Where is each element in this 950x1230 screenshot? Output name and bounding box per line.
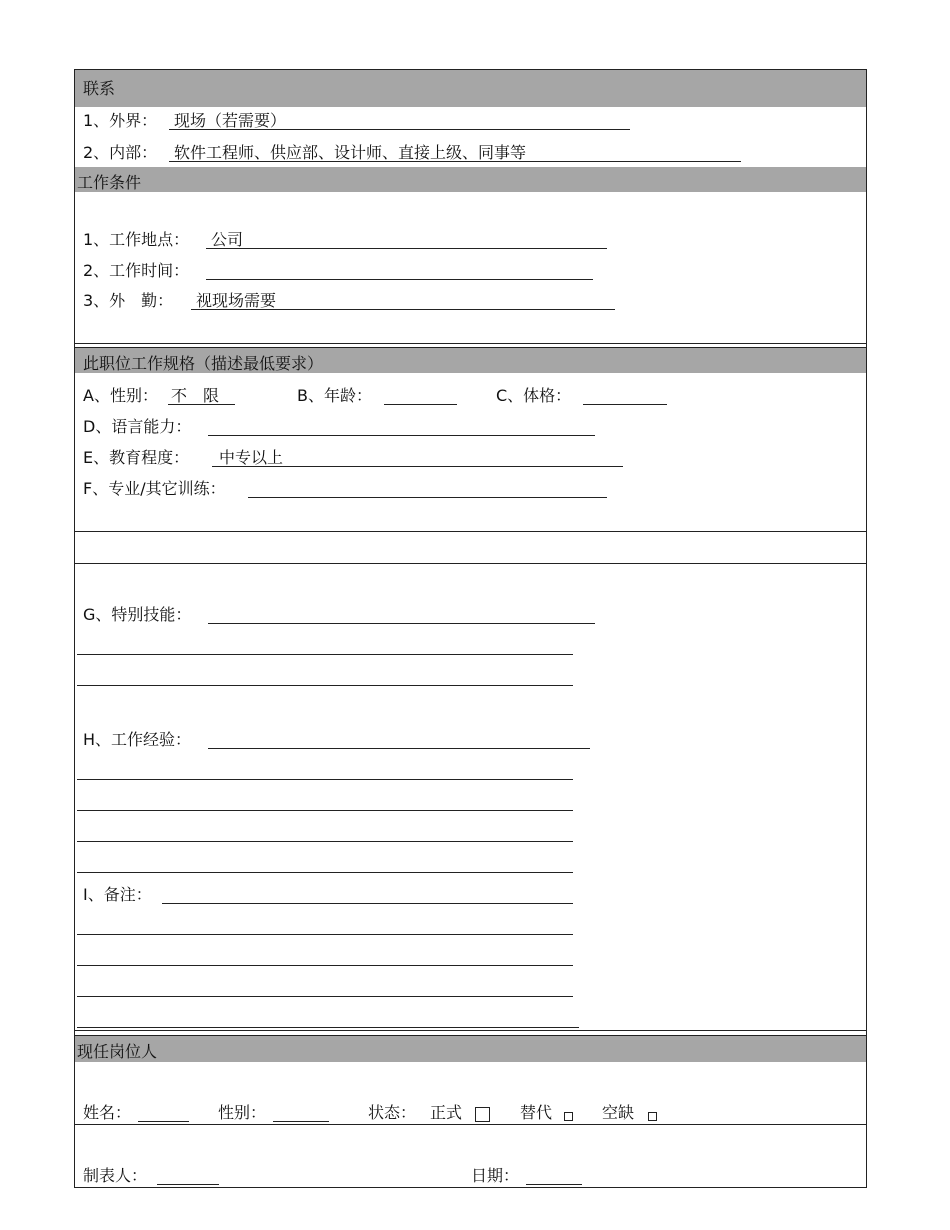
skills-line[interactable] [208, 623, 595, 624]
build-line[interactable] [583, 404, 667, 405]
skills-line[interactable] [77, 685, 573, 686]
incumbent-gender-label: 性别： [218, 1103, 267, 1122]
status-vacant-checkbox[interactable] [648, 1112, 657, 1121]
field-work-value: 视现场需要 [196, 291, 277, 310]
experience-line[interactable] [77, 779, 573, 780]
contact-header: 联系 [83, 79, 116, 98]
notes-line[interactable] [77, 934, 573, 935]
notes-line[interactable] [77, 965, 573, 966]
status-vacant-label: 空缺 [602, 1103, 635, 1122]
divider [75, 1030, 866, 1031]
divider [75, 343, 866, 344]
language-label: D、语言能力： [83, 417, 192, 436]
language-line[interactable] [208, 435, 595, 436]
internal-contact-value: 软件工程师、供应部、设计师、直接上级、同事等 [174, 143, 527, 162]
contact-header-bar [75, 70, 866, 107]
experience-line[interactable] [208, 748, 590, 749]
name-line[interactable] [138, 1121, 189, 1122]
notes-line[interactable] [77, 1027, 579, 1028]
conditions-header-bar [75, 167, 866, 192]
experience-line[interactable] [77, 810, 573, 811]
preparer-line[interactable] [157, 1184, 219, 1185]
gender-label: A、性别： [83, 386, 158, 405]
external-contact-value: 现场（若需要） [174, 111, 287, 130]
experience-line[interactable] [77, 872, 573, 873]
notes-label: I、备注： [83, 885, 152, 904]
date-line[interactable] [526, 1184, 582, 1185]
training-label: F、专业/其它训练： [83, 479, 226, 498]
preparer-label: 制表人： [83, 1166, 148, 1185]
status-label: 状态： [368, 1103, 417, 1122]
education-label: E、教育程度： [83, 448, 190, 467]
incumbent-header-bar [75, 1036, 866, 1062]
work-time-line[interactable] [206, 279, 593, 280]
age-line[interactable] [384, 404, 457, 405]
job-description-form [74, 69, 867, 1188]
status-formal-label: 正式 [430, 1103, 463, 1122]
external-contact-label: 1、外界： [83, 111, 158, 130]
work-location-line[interactable] [206, 248, 607, 249]
status-acting-checkbox[interactable] [564, 1112, 573, 1121]
notes-line[interactable] [77, 996, 573, 997]
divider [75, 1035, 866, 1036]
experience-label: H、工作经验： [83, 730, 192, 749]
internal-contact-label: 2、内部： [83, 143, 158, 162]
date-label: 日期： [471, 1166, 520, 1185]
divider [75, 531, 866, 532]
age-label: B、年龄： [297, 386, 372, 405]
incumbent-gender-line[interactable] [273, 1121, 329, 1122]
specs-header: 此职位工作规格（描述最低要求） [83, 354, 324, 373]
incumbent-header: 现任岗位人 [77, 1042, 158, 1061]
skills-label: G、特别技能： [83, 605, 192, 624]
status-formal-checkbox[interactable] [475, 1107, 490, 1122]
divider [75, 347, 866, 348]
work-location-label: 1、工作地点： [83, 230, 190, 249]
notes-line[interactable] [162, 903, 573, 904]
status-acting-label: 替代 [520, 1103, 553, 1122]
work-location-value: 公司 [211, 230, 244, 249]
gender-value: 不 限 [171, 386, 220, 405]
field-work-label: 3、外 勤： [83, 291, 174, 310]
education-value: 中专以上 [219, 448, 284, 467]
experience-line[interactable] [77, 841, 573, 842]
name-label: 姓名： [83, 1103, 132, 1122]
divider [75, 1124, 866, 1125]
work-time-label: 2、工作时间： [83, 261, 190, 280]
conditions-header: 工作条件 [77, 173, 142, 192]
divider [75, 563, 866, 564]
skills-line[interactable] [77, 654, 573, 655]
build-label: C、体格： [496, 386, 572, 405]
training-line[interactable] [248, 497, 607, 498]
